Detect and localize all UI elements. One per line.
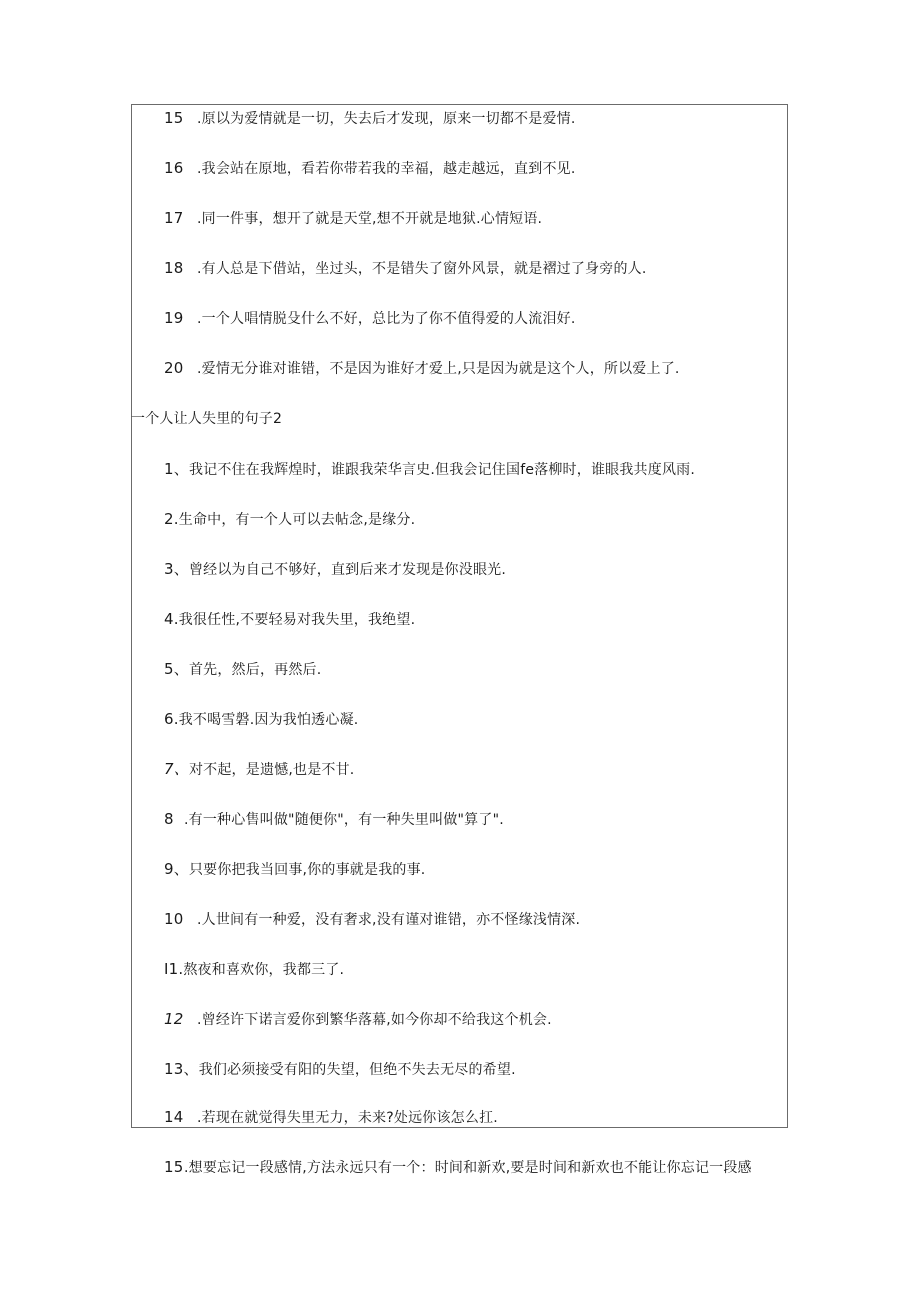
list-item	[164, 809, 504, 830]
item-number: 1、	[164, 460, 189, 478]
list-item	[164, 909, 580, 930]
item-text: .一个人唱情脱殳什么不好，总比为了你不值得爱的人流泪好.	[197, 311, 576, 327]
item-number: 17	[164, 209, 184, 227]
list-item	[164, 959, 344, 980]
item-number: 5、	[164, 660, 189, 678]
item-number: 12	[164, 1010, 184, 1028]
item-text: .我会站在原地，看若你带若我的幸福，越走越远，直到不见.	[197, 161, 576, 177]
list-item	[164, 258, 647, 279]
item-text: .有人总是下借站，坐过头，不是错失了窗外风景，就是褶过了身旁的人.	[197, 261, 647, 277]
item-number: 14	[164, 1108, 184, 1126]
item-text: 我不喝雪磐.因为我怕透心凝.	[178, 712, 359, 728]
item-number: 18	[164, 259, 184, 277]
item-text: 我很任性,不要轻易对我失里，我绝望.	[178, 612, 416, 628]
section-title: 一个人让人失里的句子2	[131, 411, 283, 427]
item-number: 15	[164, 1158, 184, 1176]
item-text: 生命中，有一个人可以去帖念,是缘分.	[178, 512, 416, 528]
list-item	[164, 609, 415, 630]
item-number: I1.	[164, 960, 184, 978]
list-item	[164, 1157, 752, 1178]
list-item	[164, 459, 695, 480]
list-item	[164, 358, 680, 379]
item-number: 4.	[164, 610, 179, 628]
item-text: 只要你把我当回事,你的事就是我的事.	[188, 862, 426, 878]
list-item	[164, 108, 576, 129]
list-item	[164, 559, 506, 580]
item-number: 15	[164, 109, 184, 127]
item-text: .想要忘记一段感情,方法永远只有一个：时间和新欢,要是时间和新欢也不能让你忘记一段感	[184, 1160, 752, 1176]
item-text: 我们必须接受有阳的失望，但绝不失去无尽的希望.	[198, 1062, 516, 1078]
item-number: 6.	[164, 710, 179, 728]
item-number: 13、	[164, 1060, 199, 1078]
item-text: 曾经以为自己不够好，直到后来才发现是你没眼光.	[188, 562, 507, 578]
item-text: 熬夜和喜欢你，我都三了.	[183, 962, 345, 978]
item-text: .人世间有一种爱，没有奢求,没有谨对谁错，亦不怪缘浅情深.	[197, 912, 581, 928]
item-text: .若现在就觉得失里无力，未来?处远你该怎么扛.	[197, 1110, 498, 1126]
list-item	[164, 759, 354, 780]
item-text: 首先，然后，再然后.	[188, 662, 322, 678]
item-number: 7、	[164, 760, 189, 778]
item-text: 我记不住在我辉煌时，谁跟我荣华言史.但我会记住国fe落柳时，谁眼我共度风雨.	[188, 462, 695, 478]
list-item	[164, 1059, 516, 1080]
item-text: .有一种心售叫做"随便你"，有一种失里叫做"算了".	[184, 812, 504, 828]
list-item	[164, 308, 576, 329]
list-item	[164, 859, 425, 880]
item-text: .爱情无分谁对谁错，不是因为谁好才爱上,只是因为就是这个人，所以爱上了.	[197, 361, 680, 377]
item-number: 19	[164, 309, 184, 327]
list-item	[164, 1107, 498, 1128]
item-number: 16	[164, 159, 184, 177]
list-item	[164, 208, 542, 229]
item-text: 对不起，是遗憾,也是不甘.	[188, 762, 355, 778]
item-number: 9、	[164, 860, 189, 878]
item-number: 10	[164, 910, 184, 928]
list-item	[164, 1009, 552, 1030]
list-item	[164, 509, 415, 530]
item-text: .曾经许下诺言爱你到繁华落幕,如今你却不给我这个机会.	[197, 1012, 552, 1028]
item-text: .同一件事，想开了就是天堂,想不开就是地狱.心情短语.	[197, 211, 543, 227]
item-number: 2.	[164, 510, 179, 528]
item-number: 8	[164, 810, 174, 828]
item-text: .原以为爱情就是一切，失去后才发现，原来一切都不是爱情.	[197, 111, 576, 127]
list-item	[164, 659, 321, 680]
item-number: 3、	[164, 560, 189, 578]
list-item	[164, 158, 576, 179]
list-item	[164, 709, 358, 730]
item-number: 20	[164, 359, 184, 377]
